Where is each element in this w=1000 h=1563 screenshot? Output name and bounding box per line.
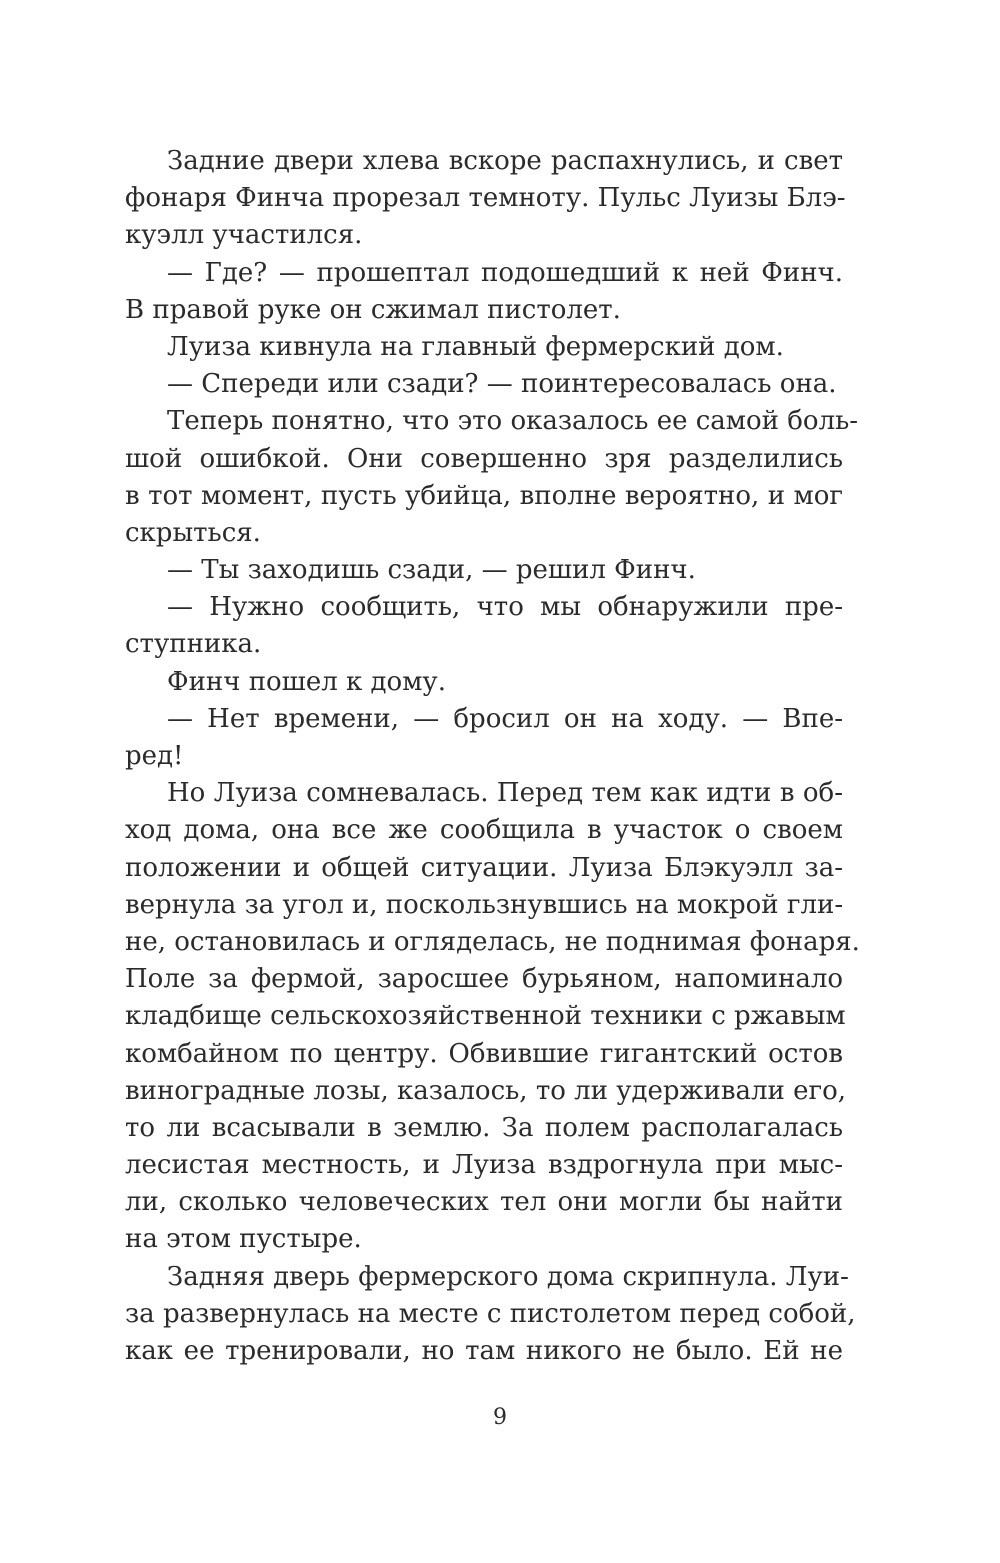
text-line: на этом пустыре. bbox=[125, 1224, 362, 1255]
text-line: положении и общей ситуации. Луиза Блэкуэлл за- bbox=[125, 852, 843, 883]
text-line: виноградные лозы, казалось, то ли удерживали его, bbox=[125, 1075, 846, 1106]
text-line: ли, сколько человеческих тел они могли бы найти bbox=[125, 1187, 843, 1218]
text-line: Финч пошел к дому. bbox=[167, 666, 446, 697]
text-line: вернула за угол и, поскользнувшись на мокрой гли- bbox=[125, 889, 844, 920]
text-line: лесистая местность, и Луиза вздрогнула при мыс- bbox=[125, 1150, 843, 1181]
text-line: не, остановилась и огляделась, не поднимая фонаря. bbox=[125, 926, 860, 957]
text-line: — Где? — прошептал подошедший к ней Финч. bbox=[167, 257, 843, 288]
text-line: кладбище сельскохозяйственной техники с ржавым bbox=[125, 1001, 846, 1032]
text-line: Задние двери хлева вскоре распахнулись, и свет bbox=[167, 146, 843, 176]
text-line: в тот момент, пусть убийца, вполне вероятно, и мог bbox=[125, 480, 843, 511]
text-line: — Спереди или сзади? — поинтересовалась она. bbox=[167, 369, 837, 400]
text-line: Задняя дверь фермерского дома скрипнула. Луи- bbox=[167, 1261, 849, 1292]
text-line: как ее тренировали, но там никого не было. Ей не bbox=[125, 1336, 843, 1366]
body-text bbox=[125, 143, 860, 1370]
text-line: ступника. bbox=[125, 629, 262, 660]
text-line: куэлл участился. bbox=[125, 220, 363, 251]
text-line: — Нужно сообщить, что мы обнаружили пре- bbox=[167, 592, 843, 623]
text-line: скрыться. bbox=[125, 517, 261, 548]
page-number: 9 bbox=[493, 1405, 507, 1430]
text-line: — Нет времени, — бросил он на ходу. — Впе- bbox=[167, 703, 843, 734]
text-line: комбайном по центру. Обвившие гигантский остов bbox=[125, 1038, 843, 1069]
text-line: Но Луиза сомневалась. Перед тем как идти в об- bbox=[167, 778, 843, 809]
text-line: Поле за фермой, заросшее бурьяном, напоминало bbox=[125, 964, 843, 995]
text-line: шой ошибкой. Они совершенно зря разделились bbox=[125, 443, 843, 474]
text-line: то ли всасывали в землю. За полем располагалась bbox=[125, 1112, 843, 1143]
text-line: В правой руке он сжимал пистолет. bbox=[125, 294, 621, 325]
text-line: ход дома, она все же сообщила в участок о своем bbox=[125, 815, 843, 846]
text-line: ред! bbox=[125, 741, 184, 771]
text-line: — Ты заходишь сзади, — решил Финч. bbox=[167, 555, 696, 586]
text-line: Теперь понятно, что это оказалось ее самой боль- bbox=[167, 406, 859, 437]
text-line: Луиза кивнула на главный фермерский дом. bbox=[167, 331, 784, 362]
text-line: фонаря Финча прорезал темноту. Пульс Луизы Блэ- bbox=[125, 183, 846, 214]
text-line: за развернулась на месте с пистолетом перед собой, bbox=[125, 1298, 856, 1329]
